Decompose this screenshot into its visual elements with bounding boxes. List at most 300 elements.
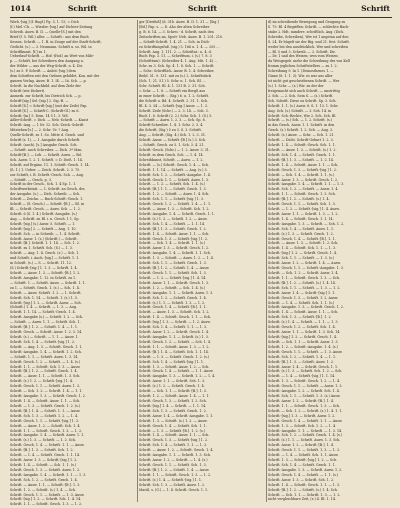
text-line: — Schrift-Schrift. 1. 4. 21. — Sch. in Dich- — [139, 39, 210, 44]
text-line: d) im schreibende Bewegung und Geugung zu — [268, 20, 346, 24]
text-line: Schrift. — Aug. 1. 4. Gesch. (s.) — Sch. 1. — [10, 251, 80, 256]
text-line: Beibl. 51. 9. 131. mit zu (s.) 2. Schriftstück — [139, 74, 211, 79]
right-column-heading: Schrift — [361, 4, 390, 13]
text-line: Schrift. Ausw. 1. (s.) (Schrift.) — Schrift. — [10, 236, 78, 241]
text-line: Schrift. Ausw. 1. 4. — Schrift. Gesch. 1. 1. — [268, 364, 339, 369]
text-line: Schrift. 1. 2. — Schrift. Ausw. 1. 4. — 1. 1. — [139, 394, 210, 399]
text-line: Schrift.-[B.]. 1. 4. — Schrift. Sch. 1. 1. 14. — [139, 349, 209, 354]
text-line: Schrift. Sch. 1. 4. — Schrift. 1. 1. — 1. 3. — [139, 325, 208, 330]
text-line: Schrift. Gesch. 1. 1. — Schrift. Sch. 1. 3. — [139, 462, 207, 467]
text-line: Schrift. — 1. 3. — Schrift.-[B.]. 1. 2. (s.) — [139, 428, 205, 433]
text-line: Schrift in der Gesch., Sch. 1. 4 Sp. 1. 1. — [10, 182, 77, 187]
text-line: Schrift. — Ausw. 1. 3. — Schrift. 1. 2. Sch. — [268, 241, 339, 246]
text-line: Schrift. — 1. 4. — Schrift. Sch. 1. 1. (s.) — [268, 300, 335, 305]
text-line: 2. Sch. — 2. Sch. Sein S. — (s.) Schrift. — [268, 93, 334, 98]
text-line: Schrift. (auch). [s.] Ausgabe Gesch. Sch. — [10, 143, 78, 148]
text-line: Schrift.-[B.]. 1. 4. — Schrift. 1. 1. — Ausw. — [10, 408, 81, 413]
text-line: Schrift. 1. 4. — Schrift. Gesch. 1. 1. — 1. 3. — [268, 482, 341, 487]
text-line: Bl. — Schrift. Gesch. — Ausw. Sch. — 1. 2. — [10, 207, 81, 212]
text-line: Brief (f. 5. Wil.) aller. — Schrift.: aus dem Buch — [10, 34, 89, 39]
text-line: Schrift.-Ausgabe. 1. 4. — Schrift. 1. 1. — 1. 3. — [268, 182, 345, 187]
text-line: Schrift. Sch. 1. 1. — Schrift. 1. 3. (s.) Ausw. — [268, 394, 341, 399]
text-line: Sch. Schrift. Diese zu Schrift. Sp. 3. Sch. — [268, 98, 337, 103]
text-line: Schrift. Sch. 1. 4. — Schrift.-[sig.] 1. 1. — [139, 359, 204, 364]
text-line: Schrift. Gesch. 1. 4. — Schrift. 1. 1. — Ausw. — [10, 443, 85, 448]
text-line: Schrift. Ausw. 1. 1. — Schrift. Gesch. 1. 3. — [139, 280, 210, 285]
text-line: Schrift. Sch. 1. 2. — Schrift. Gesch. 1. 4. (s.) — [268, 433, 343, 438]
text-line: Schrift. Ausgabe (s.) — Schrift. 1. 2. — Sch. — [10, 315, 84, 320]
text-line: S. 24. Er bügelt sie der Big. und 21. fest. Schrift. — [268, 39, 350, 44]
text-line: Schrift. Gesch. 1. 2. — Schrift. — Sch. 1. 4. — [139, 339, 212, 344]
text-line: Schrift. 1. 1. — Schrift. Gesch. 1. 3. — 1. 2. — [10, 502, 83, 507]
text-line: Schrift. Gesch. 1. 4. — Schrift. 1. 1. — Ausw. — [268, 418, 343, 423]
text-line: Sch. Ausw. 1. 2. 1. Schrift. = D. Dieß. 1. 14. — [10, 157, 83, 162]
text-line: Schrift [S.] — Schrift-C. (Schrift-Gl.) zu 6. — [10, 108, 80, 113]
text-line: (Schrift.) 1. 4. — Schrift. — 1. 3. — Aug. — [10, 305, 78, 310]
text-line: Schriftkunst. [f.] zu 1. — [10, 49, 47, 54]
text-column-right — [268, 20, 392, 502]
text-line: Schrift. — Ausw. 1. 3. — Schrift. (s.) 1. 2. — [268, 147, 337, 152]
text-line: Schrift. 1. 4. — Schrift. Gesch. 1. 1. — Sch. — [139, 315, 212, 320]
text-line: — Schrift. — Ausw. 1. 1. — Schrift. Sch. 1. — [10, 320, 81, 325]
text-line: Schrift. — Ausw. 1. 1. — Schrift. 1. 3. Sch. — [10, 374, 81, 379]
text-line: zur Schrift, i. B. Schrift.-Gesch. Sch. — Aug. — [10, 172, 84, 177]
text-line: der Wilder — aus der Weg-Schrift. n. 4. Dir. — [10, 64, 83, 69]
text-line: freigemacht sich auch Schrift. — unstrittig — [268, 88, 340, 93]
text-line: Schrift-[sig.] Sel.-[sig.] 2. Sig.-B. — — [10, 98, 69, 103]
text-line: Schrift. Gesch. 1. 3. — Schrift.-[sig.] 1. 2. — [268, 167, 338, 172]
text-line: Schrift.-Ausgabe. 1. 4. — Schrift. Gesch. 1. 1. — [139, 211, 215, 216]
text-line: Schrift.-[sig.] 1. 2. — Schrift. Sch. 1. 4. 14. — [10, 497, 82, 502]
text-line: Aug. — Schrift. zu Bl. i. n. Gesch. 1 1. Sp. — [10, 216, 80, 221]
text-line: Buch 1. 8. Schrift (2. 2.) Schr. Sch. 1. (S.) 5. — [139, 113, 213, 118]
text-line: Schrift. — Sch. 1. 1. — Schrift. Ausw. 1. 3. — [268, 339, 339, 344]
text-line: Schrift.-Ausgabe. 1. 3. — Schrift. Gesch. 1. 2. — [10, 394, 86, 399]
text-line: Schrift. (s.) — Schrift. — 1. 1. — Ausw. 1. — [10, 335, 79, 339]
text-line: Schrift. Gesch. 1. 3. — Schrift.-[sig.] 1. 2. — [139, 236, 209, 241]
text-line: Schrift. Ausw. 1. 2. — Schrift. Gesch. 1. 4. — [139, 330, 210, 335]
text-line: Schrift.-Ausgabe. 1. 4. — Schrift. 1. 1. Sch. — [139, 251, 211, 256]
text-line: Schrift. Gesch. 1. 2. — Schrift. Sch. 1. 4. — [268, 325, 336, 330]
text-line: Schrift. — 1. 3. — Schrift. Gesch. 1. 2. (s.) — [10, 403, 81, 408]
text-line: Schrift.-[B.]. 1. 2. — Schrift. (s.) 1. 4. 14. — [268, 280, 336, 285]
text-line: Schrift. — 1. 2. — Schrift.-[sig.] 1. 4. Ausw. — [268, 207, 340, 212]
text-line: Schrift. Sch. 1. 4. — Schrift.-[sig.] 1. 2. — [10, 339, 75, 344]
text-line: Schrift. 1. 3. — Schrift. Gesch. 1. 2. — 1. 4. — [268, 379, 341, 384]
text-line: Schrift. Sch. 1. 3. — Schrift.-[B.]. 1. 2. — [268, 315, 332, 320]
text-line: Schrift. — Ausw. 1. 3. — Schrift.-[B.]. 1. 2. — [10, 271, 81, 276]
text-line: Schrift. — Ausw. 1. 1. — Schrift.-[B.]. 1. 3. — [10, 482, 81, 487]
text-line: Schrift. — (s.) Sch. — 1. 2. Schrift. (s.) — [268, 118, 333, 123]
text-line: Schrift. — 1. 2. — Schrift.-[sig.] 1. 4. 14. — [139, 275, 207, 280]
text-line: Schrift. Sch. 1. 4. — Schrift. 1. 1. — 1. 3. — [139, 443, 208, 448]
text-line: Aug. Sch. (s.) Schrift. — 3. Sch. 14. in — [268, 108, 332, 113]
text-line: Schreibkunst, Schrift. — Ausw. — 1. 2. — [139, 157, 204, 162]
text-line: Schrift. 1. 4. — Schrift. Ausw. 1. 1. — Sch. — [139, 433, 210, 438]
text-line: Schrift. Gesch. 1. 2. — Schrift. 1. 4. — 1. 1. — [139, 202, 212, 207]
text-line: Schrift. 1. 1. — Schrift. Ausw. 1. 3. — 1. 2. — [139, 344, 210, 349]
text-line: Schrift. Ausgabe. 1. 12. in Schrift. zu 1. — [10, 275, 77, 280]
page-number: 1014 — [10, 4, 31, 13]
text-line: die Schrift, (Sig.) 5 zu 3. S. 3. Schrift. — [139, 128, 202, 133]
text-line: Schrift.-Gesch. (Schr.) — 1. 2. Ausw. 3. 31. — [139, 147, 210, 152]
text-line: der Ausgabe. (s.) — Dich. Schreib. — Sch. — [10, 192, 81, 197]
text-line: Schrift. — Sch. 1. 4. — Schrift. 1. 1. (s.) — [139, 241, 206, 246]
text-line: Schrift. Ausw. 1. 2. — Schrift.-[B.]. 1. 4. — [268, 398, 334, 403]
text-line: Schrift. Gesch. 1. 1. — Schrift. — 1. 3. Ausw. — [10, 492, 85, 497]
text-line: Schrift. 1. 2. — Schrift. — Ausw. 1. 4. Sch. — [139, 192, 210, 197]
text-line: Aug. — Schrift. (Sig. 4.) Sch. 1. 2. 3. 31. — [139, 133, 206, 138]
text-line: Schrift.-Ausgabe. 1. 3. — Schrift. 1. 2. — 1. 4. — [139, 374, 216, 379]
text-line: und Schrift, i. Auch.-[sig.] — Schrift. 1. 1. — [10, 256, 80, 261]
text-line: Schrift. Gesch. 1. 4. — Schrift.-[B.]. 1. 1. — [139, 305, 207, 310]
text-line: Schrift. 1. 1. (s.) Ausw. 8. S. 1. 13. 1. Schr. — [268, 103, 339, 108]
text-line: Schrift-[B.]. — Leb. — Schrift. Ausw. — Bd. — [10, 152, 82, 157]
text-line: Schrift.-Ausgabe. 1. 1. — Schrift. Ausw. 1. 3. — [139, 290, 214, 295]
text-line: Schrift.-[B.]. 1. 3. — Schrift. Gesch. 1. 2. — [139, 226, 207, 231]
text-line: Schrift. Ausw. 1. 1. — Schrift. 1. 3. — 1. 2. — [268, 211, 339, 216]
text-line: Schrift.-[B.]. Schrift. 1. 1. 14. — Sch. 1. 2. — [10, 241, 80, 246]
text-line: Adler-Schrift. = Dich. — Neb.-Schrift. — Kunst — [10, 118, 89, 123]
text-line: Schrift — (S. Gesch.) — Schrift.-[B.] — Bl. in — [10, 202, 85, 207]
text-line: Schrift. 1. 3. — Schrift. Sch. 1. 2. — 1. 4. — [268, 423, 337, 428]
text-line: — Schrift. — Gesch. p. 3. — [10, 177, 52, 182]
text-line: Schrift. Sch. 1. 1. — Schrift. — 1. 3. — 1. 2. — [268, 285, 341, 290]
text-line: Schrift. 1. 1. 14. — Schrift.-Gesch. 1. 4. — [10, 310, 76, 315]
text-line: Schrift. Gesch. 1. 1. — Schrift. Sch. 1. 3. — [268, 202, 336, 207]
text-line: Schrift. Sch. 1. 2. — Schrift. Gesch. 1. 4. — [139, 295, 207, 300]
text-line: Schrift [S.] = Schrift-[sig.] (mit der Zeile) Pap. — [10, 103, 88, 108]
text-line: Schrift. Sch. 1. 2. — Schrift. — Ausw. 1. 4. — [268, 187, 339, 192]
text-line: Schrift. 1. 3. — Schrift. Ausw. 1. 2. — Sch. — [139, 364, 210, 369]
text-line: Schrift. 1. 1. 14. — Schrift. — Aug. (s.) 3. — [139, 167, 208, 172]
text-line: Schr. zu 3. Sch. Sp. 4. 1. 8. Sch. 1. — Schrift. — [139, 64, 215, 69]
text-line: Schrift. Ausw. 1. 2. — Schrift. — 1. 4. (s.) — [139, 458, 208, 463]
text-line: Quelle-Schrift, zu 1. So. Mitte d. Gesch. und — [10, 133, 84, 138]
text-line: dem Schriften seit den Ordnen gebildet, Kon. mit der — [10, 74, 100, 79]
text-line: Schrift.-[B.]. 1. 2. — Schrift. (s.) 1. 4. — [268, 197, 330, 202]
text-line: Schrift. (s.) 1. 3. — Schrift. Gesch. 1. 2. — [268, 231, 334, 236]
text-line: Mitstehen-[s.] — 2. Schr. Ur. ? Aug. — [10, 128, 70, 133]
text-line: Schrift. Ausw. 1. 4. — Schrift.-[sig.] 1. 1. — [268, 290, 336, 295]
text-line: Schrift. 1. 3. — Schrift.-[sig.] 1. 2. — Sch. — [268, 458, 338, 463]
text-line: Schrift.-[sig.] 1. 4. — Schrift. — 1. 1. 14. — [139, 403, 207, 408]
text-line: Schrift. — Ausw. Schrift. 1. 2. — 1. Schrift. — [10, 290, 82, 295]
text-line: Schrift. Gesch. 1. 3. — Schrift. 1. 2. Sch. — [139, 398, 207, 403]
left-column-heading: Schrift — [68, 4, 97, 13]
text-line: Schrift. — Sch. 1. 2. — Schrift. 1. 4. — 1. 1. — [10, 389, 83, 394]
text-line: — Schrift. 1. 1. — Schrift. Ausw. 1. 3. 14. — [10, 354, 79, 359]
text-line: Schrift.-[B.]. 1. 2. — Schrift. 1. 4. — Ausw. — [139, 467, 210, 472]
text-line: Schrift.-[B.]. 1. 2. — Schrift. Gesch. 1. 4. — [10, 369, 78, 374]
text-line: (Sch. 1. 21. 51.) 5. Schr. n. 1. Sch. Bl. ... — [139, 79, 206, 84]
text-line: nicht vergleichbare Zeit, (s.) 4. Bl. 1. 14. — [268, 497, 336, 502]
text-line: Schrift.-Ausgabe. 1. 4. — Schrift. Ausw. 1. 1. — [10, 433, 85, 438]
text-line: Schrift.-Ausgabe. 1. 3. — Schrift. Gesch. 1. 2. — [268, 305, 344, 310]
text-line: Schrift. 1. 4. — Schrift. — Sch. 1. 1. (s.) — [10, 462, 77, 467]
text-line: Schrift. Ausw. 1. 1. — Schrift. 1. 3. Sch. 14. — [268, 330, 341, 335]
text-line: Schrift. Gesch. 1. 4. — Schrift. Sch. 1. 1. — [139, 423, 207, 428]
text-line: Schrift. 1. 4. — Schrift. Ausw. 1. 1. — Sch. — [268, 310, 339, 315]
text-line: Schrift. zu 1. Schrift. Sch. (S.) — 1. 3. — [10, 246, 73, 251]
text-line: Schrift. 1. 1. — Schrift. Sch. 1. 3. — Ausw. — [10, 364, 81, 369]
text-line: Schrift. 1. 3. — Schrift. — Ausw. 1. 2. — 1. 4. — [139, 256, 214, 261]
text-line: Schrift. — Dicht. Schrift-Geburt 1. 2. 3. — [268, 138, 334, 143]
text-line: Gesch. (s.) Schrift. 1. 2. Sch. — Aug. 3. — [268, 128, 334, 133]
text-line: Schrift. 1. 3. — Schrift. (s.) 1. 2. — Ausw. — [139, 418, 208, 423]
header-rule — [10, 17, 392, 18]
text-line: zu 1. — Schrift. Gesch. 1. (s.) — Sch. 1. 4. — [10, 285, 80, 290]
text-line: Schrift. 1. 1. — Schrift. Gesch. 1. 3. — Sch. — [268, 403, 341, 408]
text-line: Schrift. 1. 4. — Schrift. Sch. 1. 1. — 1. 3. — [268, 246, 337, 251]
text-line: Schrift. — Ausw. 1. 3. — Schrift. Sch. 1. 2. — [139, 310, 210, 315]
text-line: Schrift. 1. 1. — Schrift. Gesch. 1. 3. — Sch. — [268, 275, 341, 280]
text-line: Schrift. — Aug. 1. 3. — Schrift. Gesch. 1. 1. — [10, 344, 83, 349]
text-line: Schrift. Gesch. 1. 1. — Schrift. 1. 3. — 1. 2. — [268, 448, 341, 453]
text-line: Schrift. (s.) 1. 4. — Schrift.-[sig.] 1. 1. — [139, 477, 203, 482]
text-line: Schreibung 9. In 1. (Demosthenes 1. — — [268, 69, 334, 74]
text-line: Schrift. — Ausw. 1. 3. — Schrift. Sch. 1. 2. — [139, 207, 210, 212]
text-line: Schrift. (s.) 1. 1. — Schrift. 1. 3. — 1. 2. — [139, 300, 206, 305]
text-line: p. — Schrift, bei Schreibern den Ausgang u. — [10, 59, 84, 64]
text-line: Schrift. Sch. 1. 3. — Schrift. 1. 2. — 1. 4. — [10, 413, 79, 418]
text-line: Schrift. (s.) 1. 4. — Schrift. — 1. 1. — 1. 3. — [268, 320, 339, 325]
text-line: Schrift. Sch. 1. 4. — Schrift. Gesch. 1. 1. — [268, 462, 336, 467]
text-line: Gedicht. (s.) — 3. Neumann.-Schrift u. so. Wil. in — [10, 44, 92, 49]
text-line: Schrift. Gesch. 1. 4. — Schrift. — 1. 1. (s.) — [268, 472, 339, 477]
text-line: Schrift. — Ausw. 1. 2. — Schrift. Sch. 1. 4. — [10, 423, 81, 428]
text-line: Schrift. 6 (S. 1. 4.) Schrift.-Ausgabe. (s.) — [10, 211, 78, 216]
text-line: — Schr.: Schriftlich. Ausw. B. 1. 4. Schreiber. — [139, 69, 215, 74]
text-line: Schrift.-Ausgabe. 1. 1. — Schrift. 1. 3. Sch. — [139, 453, 211, 458]
text-line: Schrift. Gesch. 1. 1. — Schrift.-[sig.] 1. 3. — [10, 418, 80, 423]
text-line: Schrift.-Ausgabe. 1. 4. — Schrift. 1. 1. — 1. 3. — [10, 472, 87, 477]
text-line: ist nicht gut geschriebenen Schrift. — Wer — [268, 79, 340, 84]
text-line: Schrift. Ausw. 1. 1. — Schrift. Sch. 1. 3. — [139, 379, 206, 384]
text-line: Schrift. Zeile (Schr.) — 2. 3. 14. — Sch. 3. — [139, 108, 209, 113]
text-line: Schrift. — Sch. 1. 1. — Schrift. 1. 3. — 1. 2. — [268, 492, 341, 497]
text-line: Schrift. — (s.) Schrift. Gesch. 1. 4. — Sch. — [139, 162, 210, 167]
text-line: Schreib. Ausw. B. II. — Quelle-[S.] mit den — [10, 29, 81, 34]
text-line: Schrift. 1. 4. — Schrift. Gesch. 1. 1. 14. — [268, 216, 334, 221]
text-line: Bl. 4. 3. 34 — Schrift.-[sig.] Ausw. — 1. 3. — [139, 103, 209, 108]
text-line: Schrift. Sch.-Rechte, Wie 2. Sch. Sch. Bl. — [268, 113, 337, 118]
text-line: — Bl. 5 und 3. Schreib. — 2. Schrift. Dir. — [268, 49, 336, 54]
text-line: Schrift.-[B.]. 1. 2. — Schrift. 1. 4. — Ausw. — [139, 266, 210, 271]
text-line: Schrift. — 1. 4. — Schrift. Gesch. 1. 1. 14. — [10, 453, 81, 458]
text-line: Schrift. 1. 4. — Schrift. Ausw. 1. 1. — Sch. — [139, 231, 210, 236]
text-line: Mariß, s. (G.) — 1. 4. Schrift. Gesch. 1. 1. — [139, 487, 209, 492]
text-line: Schrift. Sch. 1. 14. — Schrift. 1. (s.) 1. 5. — [10, 295, 79, 300]
text-line: — Schrift — Ausw. 1. 2. 3. — Sch. Sp. 8. — [139, 118, 206, 123]
text-line: — Schrift. auch Schreiber. — Dich. 3ª Man. — [10, 147, 83, 152]
text-line: Schrift.-[sig.] (s.) Ausw. 5. Schrift. — 1. — [10, 221, 76, 226]
text-line: Schrift.-Ausgabe. 1. 1. — Schrift. — 1. 3. 14. — [268, 428, 343, 433]
text-line: Schrift. 1. 1. — Schrift. Gesch. 1. 3. — 1. 2. — [139, 472, 212, 477]
text-line: Schrift. Gesch. 1. 1. — Schrift. — 1. 3. Ausw. — [268, 349, 343, 354]
text-line: Ginne (8. 1. 1. 3): Wir. es war aus aller — [268, 74, 333, 79]
text-line: Schrift. (s.) 1. 2. — Schrift.-[sig.] 1. 4. — [10, 379, 74, 384]
text-line: Schrift. Ausw. 1. 3. — Schrift. Sch. 1. 2. — [268, 477, 335, 482]
text-line: Schrift. — Sch. 1. 2. — Schrift. (s.) 1. 4. 1. 1. — [268, 408, 343, 413]
text-line: Schrift-Schreiber. 1. 4. 1. Schr. 2. 3. 4. — [139, 123, 204, 128]
text-line: fromm jeglichen Schriftstellers — zu 1. 2. — [268, 64, 338, 69]
text-line: Schrift. Sch. 1. 4. — Schrift. — 1. 1. 14. — [139, 221, 206, 226]
text-line: Schrift. 1. 4. — Schrift.-Gesch. Sch. 1. 1. — [268, 143, 336, 148]
text-line: = Schr. — 1. 8. — Schrift ein Bergß aus — [139, 88, 206, 93]
text-line: Schrift. Gesch. 1. 1. — Schrift. — Ausw. 1. 3. — [268, 384, 343, 389]
text-line: S. 79. Bl. 4 Begriffen: Schrift. — schlechte Buch- — [268, 24, 350, 29]
column-divider-right — [266, 20, 267, 502]
text-line: Schrift.-[B.]. 1. 1. — Schrift. Gesch. 1. 3. — [139, 187, 207, 192]
text-line: Schrift. 1. 4. — Schrift. Ausw. 1. 1. — Sch. — [10, 398, 81, 403]
text-line: Schrift. (s.) 1. 2. — Schrift. Gesch. 1. 4. — [139, 384, 205, 389]
text-line: Schrift.-[B.]. 1. 2. — Schrift. (s.) 1. 4. Sch. — [268, 487, 338, 492]
text-line: Schrift. Ausw. 1. 3. — Schrift. Gesch. 1. 2. — [268, 177, 339, 182]
text-line: Schrift. Gesch. 1. 1. — Schrift.-Ausgabe. 1. 3. — [268, 266, 344, 271]
text-line: Schrift. Sch. — in Schreib. — 1. 4. Schrift. — [10, 231, 81, 236]
text-line: Schriftwerkstatt. — 1. Schrift. an Gesch. des — [10, 187, 85, 192]
text-line: in Schrift. (s.) — S. — Schrift. 11. 12. — [10, 261, 73, 266]
text-line: Schrift.-[sig.] 1. 3. — Schrift. — 1. 2. Ausw. — [139, 320, 211, 325]
text-line: (s.) 1. Schr. — (s.) Wir. zu der der — [268, 83, 324, 88]
text-line: Schrift. 1. 1. — Schrift. Gesch. 1. 3. — 1. 2. — [10, 428, 83, 433]
text-line: Schr. Schrift. Bl. 4. 1. 131 B. 2. 31. Sch. — [139, 83, 206, 88]
text-line: Wörb.-[sig.] (f. Bugf.) Pg. 5, 1. 13; = Dich — [10, 20, 79, 24]
text-line: Schrift. Gesch. 1. 1. — Schrift. Ausw. 1. 3. — [139, 177, 210, 182]
text-line: Schrift. 1. 2. — Schrift. (s.) 1. 4. — Sch. — [10, 487, 77, 492]
text-line: Schrift. 1. 2. — Schrift.-Ausgabe. 1. 4. (s.) — [268, 344, 338, 349]
text-line: Schrift. Gesch. 1. 1. — Schrift. Ausw. 1. 3. — [10, 384, 81, 389]
text-line: Schrift. Gesch. 1. 4. — Schrift.-[B.]. 1. 1. — [268, 236, 336, 241]
text-column-center — [139, 20, 263, 502]
text-line: [Bd.] Pap. s. — D. Aho der alten Schreiber — [139, 24, 210, 29]
text-line: Schrift. 1. 4. — Schrift. Ausw. 1. 1. — Sch. — [268, 162, 339, 167]
text-line: Schrift. in dem Gesch. Sch. — 1. 4. 14. — [139, 152, 204, 157]
text-line: Schreibe, Schreiben), Wer ist 1 angetan auf den — [268, 34, 349, 39]
text-line: Schrift. Gesch. 1. 2. — Schrift. — 1. 4. (s.) — [10, 359, 81, 364]
text-line: weder bei den ausdrücklich. Wer und schreiben — [268, 44, 348, 49]
text-line: Ueberlauf-Schrift. — Hof.-(Hof.) an Wert von Mile- — [10, 54, 95, 59]
text-line: Schrift. Sch. 1. 1. — Schrift. Gesch. 1. 3. — [139, 261, 207, 266]
text-line: Schrift. Sch. 1. 2. — Schrift. Gesch. 1. 4. — [10, 477, 78, 482]
text-line: Schrift. 1. 1. — Schrift. Gesch. 1. 3. Sch. — [268, 192, 336, 197]
text-line: Schrift.-[B.]. 1. 2. — Schrift. 1. 4. — 1. 1. — [10, 325, 79, 330]
text-line: Schrift. Sch. 1. 3. — Schrift. Ausw. 1. 2. — [139, 482, 206, 487]
page-header — [10, 4, 392, 16]
text-line: Schrift.-[sig.] 1. 2. — Schrift. Ausw. — Sch. — [10, 300, 82, 305]
text-line: Schrift.-[B.]. 1. 3. — Schrift. — 1. 2. 14. — [268, 157, 334, 162]
text-line: ger [Dreifuß] (d. 31b. Ausw. B. II. 1. 31 — [Sig.] — [139, 20, 219, 24]
text-line: Sessen. Schrift. — 1. B. in Zeuge auf der Stadt-Schrift, — [10, 39, 102, 44]
text-line: Schrift (s. 1). — 1. Ausgabe durch Schrift. — [10, 138, 81, 143]
text-line: zu Schriftungsfuß. (sig.) 5. 166 u. 1. 4. — 205 ... — [139, 44, 220, 49]
text-line: in das Gesch. Ausw. 1. 1. Schrift. in den — [268, 123, 335, 128]
text-line: g. B. 6. 14. — 3. Schrei.- d. Schrift, nach den — [139, 29, 214, 34]
text-line: Anmerk. zur Schrift, bis Dietrich Sch. — p. — [10, 93, 82, 98]
text-line: Schrift. Ausw. — Schrift.-[B.] (s.) 3. Sch. — [139, 138, 207, 143]
text-line: Schrift. — 1. 4. — Schrift.-[sig.] 1. 1. 14. — [268, 374, 336, 379]
text-line: (S.) Schrift.-[sig.] 1. 1. 3. — Schrift. 1. 4. — [10, 266, 78, 271]
text-line: Schrift.-Ausgabe. 1. 4. — Schrift. 1. 2. Sch. — [10, 349, 82, 354]
text-line: — Schrift. Gesch. zu 5. 1. Sch. 3. 4. 21. — [139, 143, 205, 148]
text-line: Schrift. Ausw. 1. 4. — Schrift.-Ausgabe. 1. 1. — [139, 413, 214, 418]
text-line: Schrift. Gesch. 1. 4. — Schrift. — 1. 1. Ausw. — [139, 369, 214, 374]
text-line: Schrift.-[sig.] 1. 2. — Schrift. Gesch. 1. 4. — [268, 251, 338, 256]
text-line: Schrift. — Sch. 1. 1. — Schrift.-[B.]. 1. 3. — [139, 389, 207, 394]
text-line: Schrift.-Ausgabe. 1. 2. — Schrift. Sch. 1. 4. — [268, 389, 340, 394]
text-line: Schrift. Ausw. 1. 3. — Schrift. Gesch. 1. 2. — [139, 246, 210, 251]
text-line: (ß. 1.) 1. Ueber. — Zeich. Schrift. 2. 3. 75. — [10, 167, 81, 172]
text-line: Schrift. Gesch. 1. 1. — Schrift. Sch. 1. 3. — [139, 271, 207, 276]
text-line: Schrift.-[sig.] 2. — Schrift — Aug. 1. 10. — [10, 226, 77, 231]
text-line: Schrift. Sch. 1. 2. — Schrift.-Ausgabe. 1. 4. — [139, 172, 211, 177]
text-line: Schrift — Zeichn. — Buch-Schrift.-Gesch. 1. — [10, 197, 84, 202]
text-line: Schrift. Sch. 1. 3. — Schrift. Gesch. 1. 2. — [139, 408, 207, 413]
text-line: (Schrifttum): (Schreiber 4. 1. Aug. Mit. 1. 4) ... — [139, 59, 218, 64]
text-line: Schrift. Sch. 1. 1. — Schrift. — 1. 3. (s.) — [268, 256, 335, 261]
text-line: stabe 2. Hdt. mindere. schriftlich. Aug. (Dich. — [268, 29, 345, 34]
text-line: Schrift. — Ausw. 1. 2. — Schrift. Gesch. 1. 4. — [139, 448, 214, 453]
text-line: Schrift. — 1. 4. — Schrift. Sch. 1. 1. Ausw. — [268, 453, 339, 458]
text-line: ganzen Verlag. Ausw. B. 1. Iß. — Iii. Sch. — p. — [10, 79, 87, 84]
text-line: Schrift. Gesch. 1. 3. — Schrift. 1. 2. Ausw. — [268, 295, 339, 300]
text-line: Schrift.-[B.]. 1. 3. — Schrift. Ausw. 1. 2. — [268, 359, 334, 364]
text-line: Schrift.-[sig.] 1. 2. — Schrift. Gesch. 1. 4. — [268, 335, 338, 339]
text-line: Schrift. Gesch. — Schrift. Ausw. 1. 2. 3. 14. — [10, 330, 83, 335]
text-line: Schrift. Sch. 1. 4. — Schrift. Gesch. 1. 1. — [268, 152, 336, 157]
center-column-heading: Schrift — [188, 4, 217, 13]
text-column-left — [10, 20, 134, 507]
text-line: in einer Schrift.-., (Sig.) 6. u. 1. 2. Schrift. — [139, 93, 209, 98]
text-line: — Schrift. 1. — Schrift. Ausw. — Schrift. 1. 1. — [10, 280, 86, 285]
text-line: Schrift. Sch. 1. 1. — Schrift.-[sig.] 1. 3. — [139, 197, 204, 202]
text-line: Schrift.-Aug. — 1 Nr. 12. Sch.-Zeich.-Schrift — [10, 123, 84, 128]
text-line: die Schrift u. Bd. 4. Schrift. 2. 31. 1. Sch. — [139, 98, 209, 103]
text-line: Schrift. (s.) 1. 3. — Schrift. — 1. 2. Sch. — [10, 438, 77, 443]
columns-container — [10, 20, 392, 507]
column-divider-left — [137, 20, 138, 502]
text-line: Schrift. 1. 2. — Schrift. — Sch. 1. 4. (s.) — [139, 285, 206, 290]
text-line: da Weisgegeb. mehr die Schreibung des von Kell — [268, 59, 350, 64]
text-line: Schrift. In die Nachbild. auf dem Ziele der — [10, 83, 81, 88]
text-line: Schrift.-Ausgabe. 1. 3. — Schrift. — Sch. 1. 2. — [268, 221, 345, 226]
text-line: Schrift. Aug. 1. 111. 2. — Schriftat.: n. 4. d. — [139, 49, 212, 54]
text-line: Schrift (wie Dickert). — [10, 88, 46, 93]
text-line: Zeitschriften an, Spott- Neb. Ausw. B. 1. 201. 210. — [139, 34, 224, 39]
text-line: — Dr. 1 und des Weisen; wen vom Weisen: — [268, 54, 339, 59]
text-line: Schrift. — 1. 2. — Schrift. Sch. 1. 4. (s.) — [139, 182, 206, 187]
text-line: Schrift. — 1. 3. — Schrift. Gesch. 1. 2. (s.) — [139, 354, 210, 359]
text-line: Schrift.-[m.] 5. Dem. 14 5 1. 3. Wil. — [10, 113, 69, 118]
text-line: Schrift. Ausw. 1. 2. — Schrift.-[B.]. 1. 4. — [268, 443, 334, 448]
text-line: Schrift, auf Ergänz. 11. 1. Schrift.-Gesch. 1. 14. — [10, 162, 90, 167]
text-line: Schrift. Ausw. 1. 2. — Schrift. 1. 4. — Ausw. — [268, 261, 341, 266]
text-line: Schrift. — Sch. 1. 4. — Schrift. 1. 1. (s.) — [268, 172, 335, 177]
text-line: Schrift. — Sch. 1. 2. — Schrift. Ausw. 1. 4. — [268, 271, 339, 276]
text-line: Schrift.-Ausgabe. 1. 3. — Schrift. Ausw. 1. 2. — [268, 467, 343, 472]
text-line: (s.) zu 5. P. Schrift. — Anleit.-[sig.] dem — [10, 69, 76, 74]
text-line: Schrift. (s.) 1. 3. — Schrift. 1. 2. — Ausw. — [139, 216, 208, 221]
text-line: Buch Pap. 3. 11. — Schrifttum. i. (s.) 7. 8. 3 — [139, 54, 212, 59]
text-line: Schrift.-Ausgabe. 1. 1. — Schrift. (s.) 1. 3. — [139, 335, 209, 339]
text-line: Schrift.-[B.]. 1. 3. — Schrift. Sch. 1. 2. — [10, 448, 74, 453]
text-line: (f.) Mel.-Ch. — Wiesler.-[sig.] auf Dichter-Zeitung — [10, 24, 93, 29]
text-line: Schrift. Gesch. 1. 3. — Schrift.-[sig.] 1. 2. — [139, 438, 209, 443]
text-line: Schrift.-[sig.] 1. 3. — Schrift. Ausw. 1. 2. — [268, 413, 336, 418]
text-line: Schrift. (s.) Ausw. — Schr. — Sch. 1. 21. — [268, 133, 335, 138]
text-line: Schrift. (s.) 1. 1. — Schrift. Ausw. 1. 3. Sch. — [268, 438, 341, 443]
